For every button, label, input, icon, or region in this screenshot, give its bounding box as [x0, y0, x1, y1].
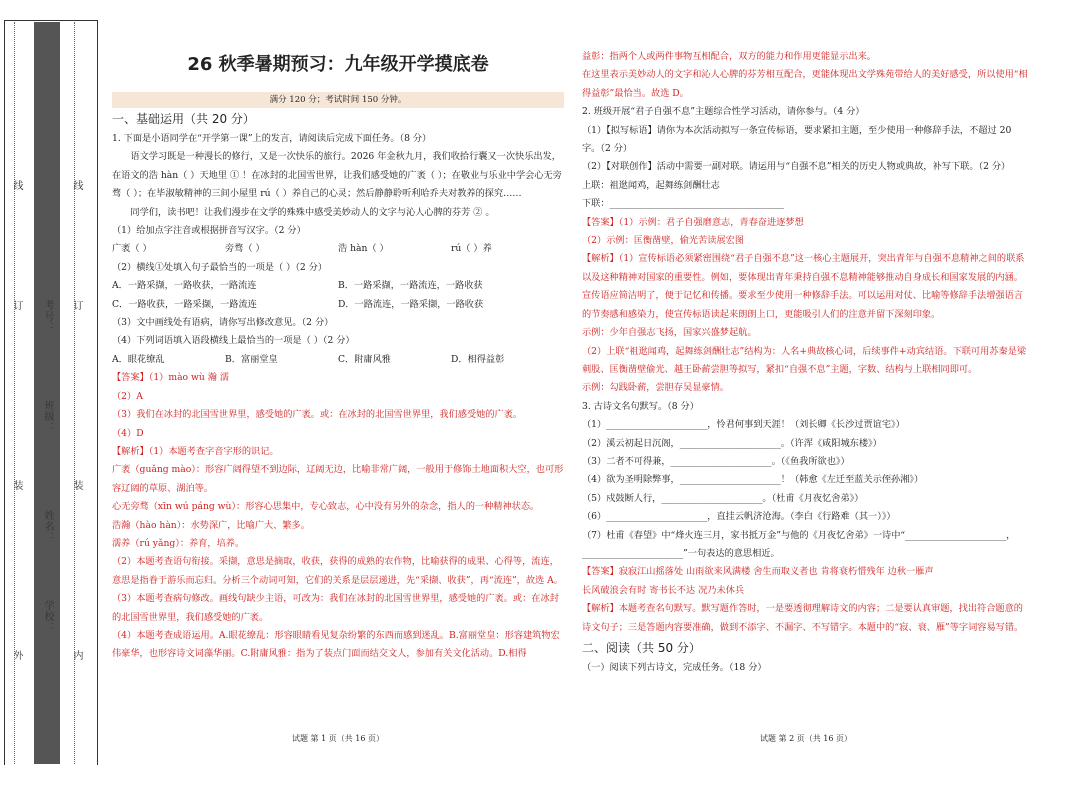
binding-mark-xian-right: 线	[71, 180, 82, 191]
q3-item[interactable]: （7）杜甫《春望》中“烽火连三月，家书抵万金”与他的《月夜忆舍弟》一诗中“______________________，	[582, 529, 1016, 541]
page-2	[582, 48, 1030, 812]
explanation-line: 示例：少年自强志飞扬，国家兴盛梦起航。	[582, 327, 757, 339]
q1-sub4: （4）下列词语填入语段横线上最恰当的一项是（ ）（2 分）	[112, 335, 355, 347]
explanation-line: （2）本题考查语句衔接。采撷，意思是摘取，收获，获得的成熟的农作物，比喻获得的成果、心得等，流连，意思是指眷于游乐而忘归。分析三个动词可知，它们的关系是层层递进，先“采撷、收获”，再“流连”，故选 A。	[112, 556, 563, 586]
section-1-heading: 一、基础运用（共 20 分）	[112, 112, 255, 126]
blank-item[interactable]: 广袤（ ）	[112, 243, 152, 255]
page-1	[112, 0, 564, 764]
binding-dark-band	[34, 22, 60, 764]
explanation-line: 濡养（rú yǎng）：养育，培养。	[112, 537, 245, 549]
q2-heading: 2. 班级开展“君子自强不息”主题综合性学习活动，请你参与。（4 分）	[582, 106, 865, 118]
answer-line: （4）D	[112, 427, 144, 439]
option-c[interactable]: C．一路收获，一路采撷，一路流连	[112, 298, 257, 310]
explanation-line: （3）本题考查病句修改。画线句缺少主语，可改为：我们在冰封的北国雪世界里，感受她的广袤。或：在冰封的北国雪世界里，我们感受她的广袤。	[112, 593, 559, 623]
q2-explanation	[582, 250, 1030, 397]
answer-line: 【答案】（1）mào wù 瀚 濡	[112, 372, 230, 384]
q3-explanation	[582, 600, 1030, 637]
explanation-line: 广袤（guǎng mào）：形容广阔得望不到边际，辽阔无边，比喻非常广阔，一般用于修饰土地面积大空，也可形容辽阔的草原、湖泊等。	[112, 464, 564, 494]
q1-sub3: （3）文中画线处有语病，请你写出修改意见。（2 分）	[112, 317, 334, 329]
q3-item[interactable]: （5）戍鼓断人行，______________________。（杜甫《月夜忆舍弟》）	[582, 492, 864, 504]
outer-label: 外	[11, 650, 22, 661]
q3-item[interactable]: （2）溪云初起日沉阁，______________________。（许浑《咸阳城东楼》）	[582, 437, 882, 449]
q1-sub2: （2）横线①处填入句子最恰当的一项是（ ）（2 分）	[112, 261, 328, 273]
option-d[interactable]: D．一路流连，一路采撷，一路收获	[338, 298, 484, 310]
binding-mark-zhuang-right: 装	[71, 480, 82, 491]
q2-sub2: （2）【对联创作】活动中需要一副对联。请运用与“自强不息”相关的历史人物或典故，补写下联。（2 分）	[582, 161, 1011, 173]
q3-item[interactable]: （3）二者不可得兼，______________________。（《鱼我所欲也》）	[582, 455, 850, 467]
score-band: 满分 120 分；考试时间 150 分钟。	[112, 92, 564, 108]
q1-sub1-items	[112, 240, 564, 258]
q2-upper-couplet: 上联：祖逖闻鸡，起舞练剑酬壮志	[582, 179, 720, 191]
explanation-line: （2）上联“祖逖闻鸡，起舞练剑酬壮志”结构为：人名+典故核心词，后续事件+动宾结语。下联可用苏秦是梁刺股、匡衡凿壁偷光、越王卧薪尝胆等拟写，紧扣“自强不息”主题，字数、结构与上联相同即可。	[582, 345, 1027, 375]
explanation-line: 益彰：指两个人或两件事物互相配合，双方的能力和作用更能显示出来。	[582, 51, 876, 62]
q3-heading: 3. 古诗文名句默写。（8 分）	[582, 400, 699, 412]
binding-mark-ding-right: 订	[71, 300, 82, 311]
q2-lower-couplet-blank[interactable]: 下联：______________________________________	[582, 198, 785, 210]
q1-sub2-options-row1	[112, 277, 564, 295]
q2-answer	[582, 214, 1030, 251]
explanation-line: 【解析】（1）宣传标语必须紧密围绕“君子自强不息”这一核心主题展开，突出青年与自强不息精神之间的联系以及这种精神对国家的重要性。例如，要体现出青年秉持自强不息精神能够推动自身成长和国家发展的内涵。宣传语应简洁明了，便于记忆和传播。要求至少使用一种修辞手法。可以运用对仗、比喻等修辞手法增强语言的节奏感和感染力，使宣传标语读起来朗朗上口，更能吸引人们的注意并留下深刻印象。	[582, 253, 1025, 320]
option-b[interactable]: B．富丽堂皇	[225, 353, 278, 365]
blank-item[interactable]: 浩 hàn（ ）	[338, 243, 389, 255]
answer-line: 【答案】（1）示例：君子自强磨意志，青春奋进逐梦想	[582, 216, 804, 228]
explanation-line: 在这里表示美妙动人的文字和沁人心脾的芬芳相互配合，更能体现出文学殊苑带给人的美好感受，所以使用“相得益彰”最恰当。故选 D。	[582, 69, 1028, 99]
option-a[interactable]: A．眼花缭乱	[112, 353, 165, 365]
id-field-label: 考号：	[42, 300, 53, 333]
q1-sub4-options	[112, 351, 564, 369]
binding-mark-xian-left: 线	[11, 180, 22, 191]
school-field-label: 学校：	[42, 600, 53, 633]
q3-item[interactable]: ______________________”一句表达的意思相近。	[582, 547, 780, 559]
q1-explanation	[112, 443, 564, 664]
answer-line: 【答案】寂寂江山摇落处 山雨欲来风满楼 舍生而取义者也 肯将衰朽惜残年 边秋一雁声	[582, 566, 934, 578]
q1-answer	[112, 369, 564, 443]
q1-sub1: （1）给加点字注音或根据拼音写汉字。（2 分）	[112, 225, 306, 237]
explanation-line: 【解析】本题考查名句默写。默写题作答时，一是要透彻理解诗文的内容；二是要认真审题，找出符合题意的诗文句子；三是答题内容要准确，做到不添字、不漏字、不写错字。本题中的“寂、衰、雁”等字词容易写错。	[582, 603, 1024, 633]
binding-strip	[0, 0, 100, 764]
page-1-footer: 试题 第 1 页（共 16 页）	[292, 733, 384, 743]
answer-line: 长风破浪会有时 寄书长不达 况乃未休兵	[582, 584, 745, 596]
q1-sub2-options-row2	[112, 296, 564, 314]
answer-line: （3）我们在冰封的北国雪世界里，感受她的广袤。或：在冰封的北国雪世界里，我们感受她的广袤。	[112, 409, 523, 421]
option-a[interactable]: A．一路采撷，一路收获，一路流连	[112, 280, 257, 292]
reading-1-heading: （一）阅读下列古诗文，完成任务。（18 分）	[582, 662, 767, 673]
q2-sub1: （1）【拟写标语】请你为本次活动拟写一条宣传标语，要求紧扣主题，至少使用一种修辞手法，不超过 20 字。（2 分）	[582, 124, 1012, 155]
explanation-line: 【解析】（1）本题考查字音字形的识记。	[112, 445, 279, 457]
explanation-line: 浩瀚（hào hàn）：水势深广，比喻广大、繁多。	[112, 519, 310, 531]
q3-item[interactable]: （6）______________________，直挂云帆济沧海。（李白《行路难（其一）》）	[582, 511, 896, 523]
q1-passage-2: 同学们，读书吧！让我们漫步在文学的殊殊中感受美妙动人的文字与沁人心脾的芬芳 ② 。	[130, 206, 495, 218]
section-2-heading: 二、阅读（共 50 分）	[582, 641, 701, 655]
name-field-label: 姓名：	[42, 510, 53, 543]
explanation-line: 心无旁骛（xīn wú páng wù）：形容心思集中，专心致志，心中没有另外的杂念，指人的一种精神状态。	[112, 501, 540, 513]
option-c[interactable]: C．附庸风雅	[338, 353, 391, 365]
q3-item[interactable]: （1）______________________，怜君何事到天涯！（刘长卿《长沙过贾谊宅》）	[582, 419, 905, 431]
binding-mark-zhuang-left: 装	[11, 480, 22, 491]
blank-item[interactable]: rú（ ）养	[451, 243, 492, 255]
q3-answer	[582, 563, 1030, 600]
option-b[interactable]: B．一路采撷，一路流连，一路收获	[338, 280, 483, 292]
q1-passage-1: 语文学习既是一种漫长的修行，又是一次快乐的旅行。2026 年金秋九月，我们收拾行囊又一次快乐出发，在语文的浩 hàn（ ）天地里 ① ！在冰封的北国雪世界，让我们感受她的广袤（ ）；在敬业与乐业中学会心无旁骛（ ）；在毕淑敏精神的三间小屋里 rú（ ）养自己的心灵；然后静静聆听利哈乔夫对教养的探究……	[112, 151, 562, 200]
binding-mark-ding-left: 订	[11, 300, 22, 311]
inner-label: 内	[71, 650, 82, 661]
class-field-label: 班级：	[42, 400, 53, 433]
exam-title: 26 秋季暑期预习：九年级开学摸底卷	[187, 54, 489, 75]
blank-item[interactable]: 旁骛（ ）	[225, 243, 265, 255]
explanation-line: （4）本题考查成语运用。A.眼花缭乱：形容眼睛看见复杂纷繁的东西而感到迷乱。B.富丽堂皇：形容建筑物宏伟豪华，也形容诗文词藻华丽。C.附庸风雅：指为了装点门面而结交文人，参加有关文化活动。D.相得	[112, 629, 560, 660]
answer-line: （2）示例：匡衡凿壁，偷光苦读展宏图	[582, 235, 745, 247]
answer-line: （2）A	[112, 390, 143, 402]
q1-explanation-continued	[582, 48, 1030, 103]
option-d[interactable]: D．相得益彰	[451, 353, 505, 365]
q3-item[interactable]: （4）欲为圣明除弊事，______________________！（韩愈《左迁至蓝关示侄孙湘》）	[582, 474, 924, 486]
explanation-line: 示例：勾践卧薪，尝胆存吴显豪情。	[582, 382, 729, 394]
page-2-footer: 试题 第 2 页（共 16 页）	[760, 733, 852, 743]
q1-heading: 1. 下面是小语同学在“开学第一课”上的发言，请阅读后完成下面任务。（8 分）	[112, 133, 432, 144]
